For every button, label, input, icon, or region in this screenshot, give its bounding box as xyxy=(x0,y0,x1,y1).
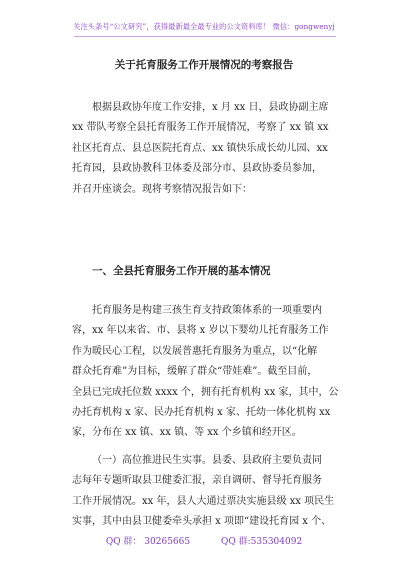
section1-line: 群众托育难”为目标，缓解了群众“带娃难”。截至目前， xyxy=(72,366,318,378)
section-heading: 一、全县托育服务工作开展的基本情况 xyxy=(92,265,271,277)
section1-line: 容，xx 年以来省、市、县将 x 岁以下婴幼儿托育服务工作 xyxy=(72,325,329,337)
subsection1-paragraph xyxy=(72,451,344,533)
footer-qq-group-1: QQ 群： 30265665 xyxy=(105,537,191,547)
subsection1-line: 工作开展情况。xx 年，县人大通过票决实施县级 xx 项民生 xyxy=(72,495,335,507)
intro-line: 并召开座谈会。现将考察情况报告如下： xyxy=(72,183,252,195)
section1-line: 办托育机构 x 家、民办托育机构 x 家、托幼一体化机构 xx xyxy=(72,407,331,419)
footer xyxy=(0,534,408,547)
subsection1-line: （一）高位推进民生实事。县委、县政府主要负责同 xyxy=(92,455,322,466)
subsection1-line: 实事，其中由县卫健委牵头承担 x 项即“建设托育园 x 个、 xyxy=(72,516,332,528)
section1-line: 托育服务是构建三孩生育支持政策体系的一项重要内 xyxy=(92,305,322,316)
section1-paragraph xyxy=(72,301,344,444)
intro-paragraph xyxy=(72,98,344,200)
section1-line: 全县已完成托位数 xxxx 个，拥有托育机构 xx 家，其中，公 xyxy=(72,386,339,398)
section1-line: 家，分布在 xx 镇、xx 镇、等 xx 个乡镇和经开区。 xyxy=(72,427,302,439)
footer-qq-group-2: QQ 群:535304092 xyxy=(220,537,303,547)
intro-line: 社区托育点、县总医院托育点、xx 镇快乐成长幼儿园、xx xyxy=(72,142,328,154)
intro-line: xx 带队考察全县托育服务工作开展情况，考察了 xx 镇 xx xyxy=(72,122,329,134)
subsection1-line: 志每年专题听取县卫健委汇报，亲自调研、督导托育服务 xyxy=(72,475,322,487)
header-divider xyxy=(74,36,336,37)
intro-line: 根据县政协年度工作安排，x 月 xx 日，县政协副主席 xyxy=(92,102,329,113)
section1-line: 作为暖民心工程，以发展普惠托育服务为重点，以“化解 xyxy=(72,345,318,357)
intro-line: 托育园，县政协教科卫体委及部分市、县政协委员参加， xyxy=(72,163,322,175)
document-title: 关于托育服务工作开展情况的考察报告 xyxy=(114,59,294,71)
header-banner: 关注头条号“公文研究”，获得最新最全最专业的公文资料库！ 微信：gongwenyj xyxy=(73,22,335,31)
